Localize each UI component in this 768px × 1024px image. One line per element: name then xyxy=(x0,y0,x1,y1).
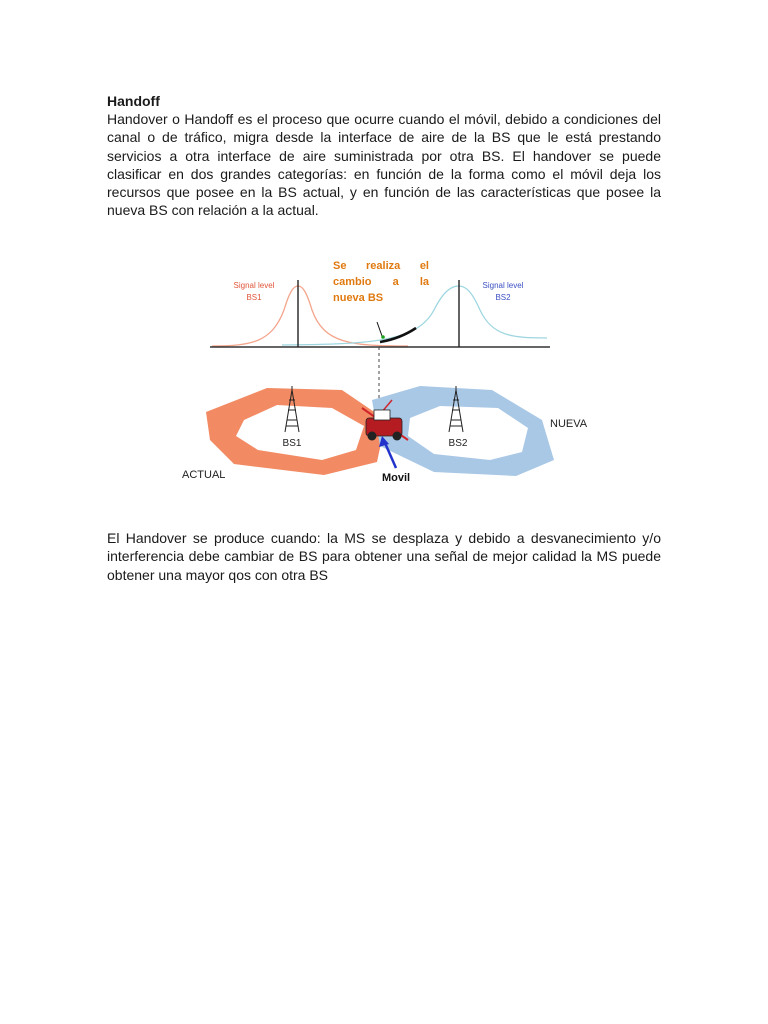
callout-line-1: Se realiza el xyxy=(333,260,429,272)
handover-callout xyxy=(333,258,429,306)
signal-bs2-label-line1: Signal level xyxy=(482,281,524,290)
movil-label: Movil xyxy=(382,472,411,484)
handover-diagram xyxy=(172,250,596,490)
conclusion-paragraph: El Handover se produce cuando: la MS se desplaza y debido a desvanecimiento y/o interferencia debe cambiar de BS para obtener una señal de mejor calidad la MS puede obtener una mayor qos con otra BS xyxy=(107,530,661,583)
nueva-label: NUEVA xyxy=(550,418,588,430)
callout-pointer xyxy=(377,322,382,336)
handover-segment xyxy=(380,328,416,342)
callout-line-2: cambio a la xyxy=(333,276,429,288)
bs2-label: BS2 xyxy=(448,438,468,449)
signal-bs1-label-line2: BS1 xyxy=(246,293,262,302)
bs1-coverage-area xyxy=(206,388,386,475)
callout-line-3: nueva BS xyxy=(333,292,384,304)
callout-pointer-dot xyxy=(381,335,385,339)
signal-bs2-label-line2: BS2 xyxy=(495,293,511,302)
section-title: Handoff xyxy=(107,93,160,109)
intro-paragraph: Handover o Handoff es el proceso que ocurre cuando el móvil, debido a condiciones del canal o de tráfico, migra desde la interface de aire de la BS que le está prestando servicios a otra interface de aire suministrada por otra BS. El handover se puede clasificar en dos grandes categorías: en función de la forma como el móvil deja los recursos que posee en la BS actual, y en función de las características que posee la nueva BS con relación a la actual. xyxy=(107,111,661,219)
actual-label: ACTUAL xyxy=(182,469,226,481)
signal-bs1-label-line1: Signal level xyxy=(233,281,275,290)
bs1-label: BS1 xyxy=(282,438,302,449)
